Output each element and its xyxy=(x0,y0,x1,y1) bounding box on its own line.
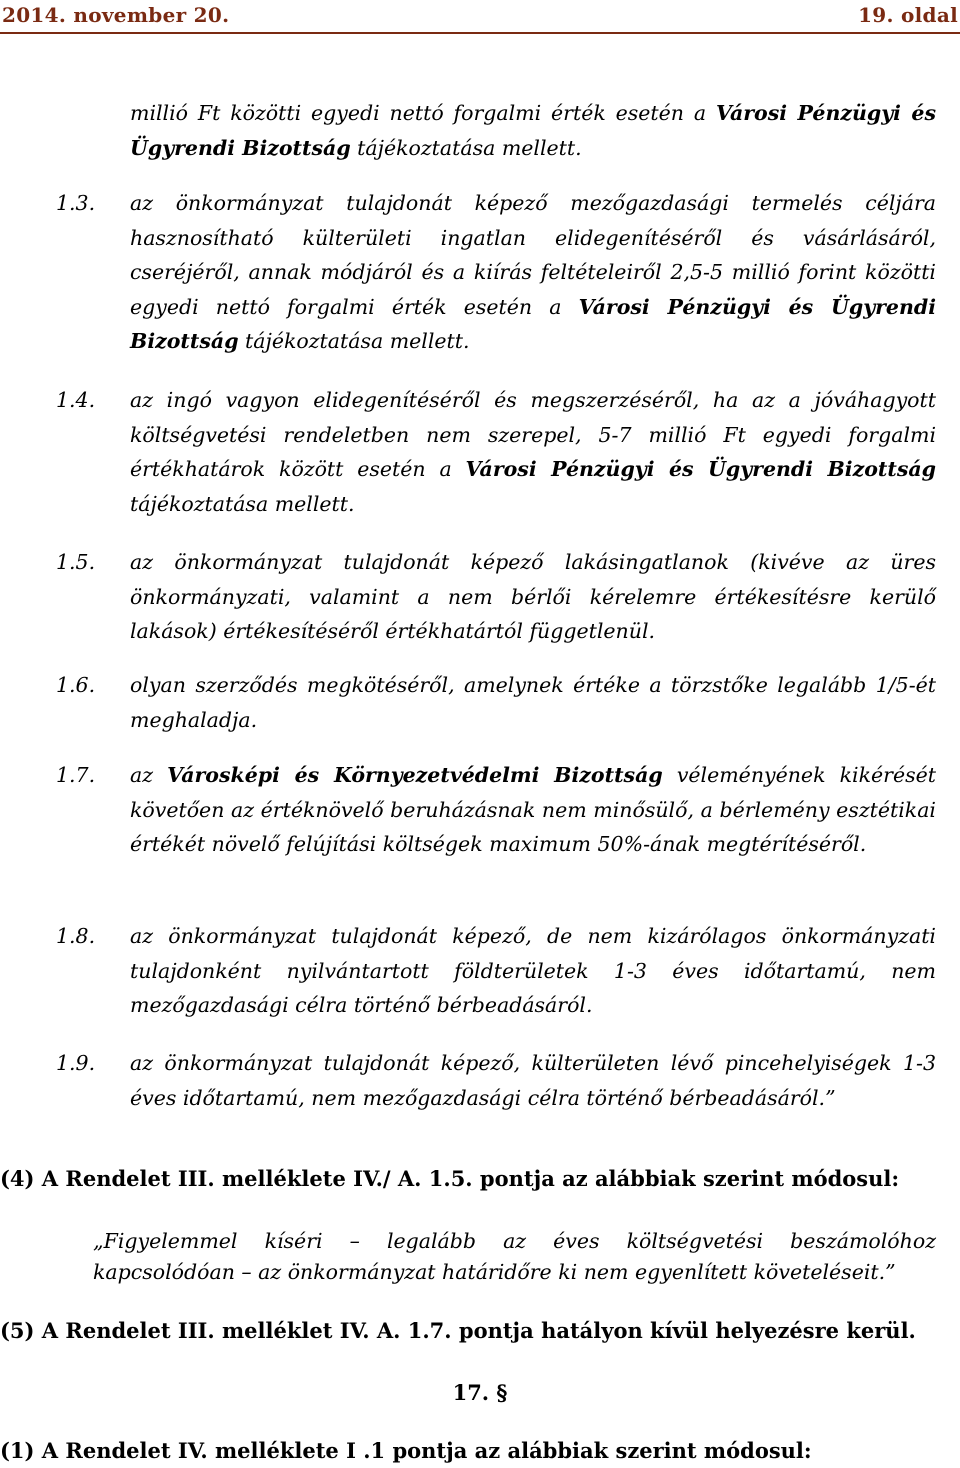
item-text: az önkormányzat tulajdonát képező, külterületen lévő pincehelyiségek 1-3 éves időtartamú, nem mezőgazdasági célra történő bérbeadásáról.” xyxy=(130,1051,936,1110)
section-5-heading: (5) A Rendelet III. melléklet IV. A. 1.7. pontja hatályon kívül helyezésre kerül. xyxy=(0,1318,916,1343)
item-number: 1.4. xyxy=(56,388,96,412)
item-1-3-text xyxy=(130,186,936,359)
item-1-6-text xyxy=(130,668,936,737)
page-header xyxy=(0,0,960,34)
item-1-7-text xyxy=(130,758,936,862)
item-text: az ingó vagyon elidegenítéséről és megszerzéséről, ha az a jóváhagyott költségvetési rendeletben nem szerepel, 5-7 millió Ft egyedi forgalmi értékhatárok között esetén a xyxy=(130,388,936,481)
intro-text-end: tájékoztatása mellett. xyxy=(350,135,582,160)
item-number: 1.9. xyxy=(56,1051,96,1075)
section-17-1-heading: (1) A Rendelet IV. melléklete I .1 pontja az alábbiak szerint módosul: xyxy=(0,1438,812,1463)
item-text: olyan szerződés megkötéséről, amelynek értéke a törzstőke legalább 1/5-ét meghaladja. xyxy=(130,673,936,732)
section-17-title: 17. § xyxy=(452,1380,508,1405)
item-text-end: tájékoztatása mellett. xyxy=(130,491,355,516)
item-1-4-text xyxy=(130,383,936,521)
item-committee: Városi Pénzügyi és Ügyrendi Bizottság xyxy=(465,457,937,481)
item-text: az önkormányzat tulajdonát képező mezőgazdasági termelés céljára hasznosítható külterületi ingatlan elidegenítéséről és vásárlásáról, cseréjéről, annak módjáról és a kiírás feltételeiről 2,5-5 millió forint közötti egyedi nettó forgalmi érték esetén a xyxy=(130,191,936,319)
item-1-9-text xyxy=(130,1046,936,1115)
section-4-quote: „Figyelemmel kíséri – legalább az éves költségvetési beszámolóhoz kapcsolódóan – az önkormányzat határidőre ki nem egyenlített követeléseit.” xyxy=(93,1229,936,1284)
item-text-end: véleményének kikérését követően az értéknövelő beruházásnak nem minősülő, a bérlemény esztétikai értékét növelő felújítási költségek maximum 50%-ának megtérítéséről. xyxy=(130,763,936,856)
header-date: 2014. november 20. xyxy=(2,3,230,27)
item-1-5-text xyxy=(130,545,936,649)
item-number: 1.3. xyxy=(56,191,96,215)
item-committee: Városképi és Környezetvédelmi Bizottság xyxy=(167,763,663,787)
header-divider xyxy=(0,32,960,34)
intro-paragraph xyxy=(130,96,936,165)
item-text: az önkormányzat tulajdonát képező, de nem kizárólagos önkormányzati tulajdonként nyilvántartott földterületek 1-3 éves időtartamú, nem mezőgazdasági célra történő bérbeadásáról. xyxy=(130,924,936,1017)
item-text: az önkormányzat tulajdonát képező lakásingatlanok (kivéve az üres önkormányzati, valamint a nem bérlői kérelemre értékesítésre kerülő lakások) értékesítéséről értékhatártól függetlenül. xyxy=(130,550,936,643)
intro-text: millió Ft közötti egyedi nettó forgalmi érték esetén a xyxy=(130,101,716,125)
item-committee: Városi Pénzügyi és Ügyrendi Bizottság xyxy=(130,294,936,353)
item-number: 1.8. xyxy=(56,924,96,948)
intro-committee: Városi Pénzügyi és Ügyrendi Bizottság xyxy=(130,101,936,160)
header-page-number: 19. oldal xyxy=(858,3,958,27)
section-4-heading: (4) A Rendelet III. melléklete IV./ A. 1.5. pontja az alábbiak szerint módosul: xyxy=(0,1166,900,1191)
item-text-end: tájékoztatása mellett. xyxy=(238,329,470,353)
item-1-8-text xyxy=(130,919,936,1023)
item-number: 1.5. xyxy=(56,550,96,574)
item-number: 1.7. xyxy=(56,763,96,787)
item-number: 1.6. xyxy=(56,673,96,697)
item-text: az xyxy=(130,763,168,787)
